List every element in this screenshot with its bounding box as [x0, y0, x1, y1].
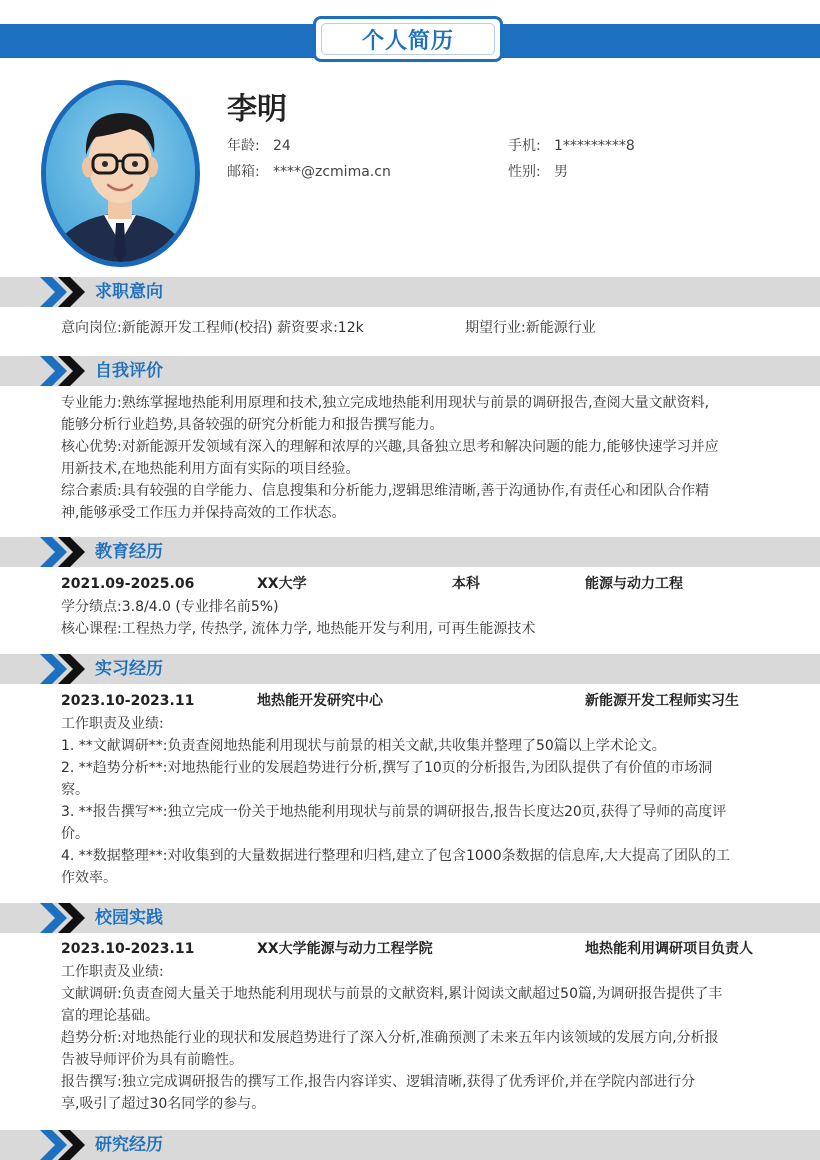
avatar: [41, 80, 200, 267]
text-line: 工作职责及业绩:: [61, 964, 164, 980]
section-title: 实习经历: [95, 659, 163, 679]
text-line: 2. **趋势分析**:对地热能行业的发展趋势进行分析,撰写了10页的分析报告,为团队提供了有价值的市场洞: [61, 760, 713, 776]
section-header-job-intent: [0, 277, 820, 307]
age-label: 年龄:: [227, 138, 260, 154]
text-line: 报告撰写:独立完成调研报告的撰写工作,报告内容详实、逻辑清晰,获得了优秀评价,并在学院内部进行分: [61, 1074, 696, 1090]
section-title: 求职意向: [95, 282, 163, 302]
gender-label: 性别:: [508, 164, 541, 180]
text-line: 1. **文献调研**:负责查阅地热能利用现状与前景的相关文献,共收集并整理了50篇以上学术论文。: [61, 738, 666, 754]
text-line: 享,吸引了超过30名同学的参与。: [61, 1096, 266, 1112]
campus-date: 2023.10-2023.11: [61, 941, 195, 957]
section-title: 教育经历: [95, 542, 163, 562]
text-line: 能够分析行业趋势,具备较强的研究分析能力和报告撰写能力。: [61, 417, 444, 433]
section-header-internship: [0, 654, 820, 684]
chevron-arrow-icon: [40, 903, 92, 933]
email-value: ****@zcmima.cn: [273, 164, 391, 180]
job-industry: 期望行业:新能源行业: [465, 320, 596, 336]
campus-org: XX大学能源与动力工程学院: [257, 941, 433, 957]
chevron-arrow-icon: [40, 356, 92, 386]
text-line: 文献调研:负责查阅大量关于地热能利用现状与前景的文献资料,累计阅读文献超过50篇,为调研报告提供了丰: [61, 986, 723, 1002]
chevron-arrow-icon: [40, 277, 92, 307]
candidate-name: 李明: [227, 92, 287, 127]
text-line: 价。: [61, 826, 89, 842]
email-label: 邮箱:: [227, 164, 260, 180]
text-line: 作效率。: [61, 870, 117, 886]
campus-role: 地热能利用调研项目负责人: [585, 941, 753, 957]
education-date: 2021.09-2025.06: [61, 576, 195, 592]
text-line: 用新技术,在地热能利用方面有实际的项目经验。: [61, 461, 360, 477]
section-header-campus: [0, 903, 820, 933]
internship-role: 新能源开发工程师实习生: [585, 693, 739, 709]
phone-row: [508, 135, 635, 155]
education-major: 能源与动力工程: [585, 576, 683, 592]
chevron-arrow-icon: [40, 654, 92, 684]
education-degree: 本科: [452, 576, 480, 592]
text-line: 核心优势:对新能源开发领域有深入的理解和浓厚的兴趣,具备独立思考和解决问题的能力,能够快速学习并应: [61, 439, 719, 455]
internship-date: 2023.10-2023.11: [61, 693, 195, 709]
self-eval-text: [61, 392, 761, 524]
gender-value: 男: [554, 164, 568, 180]
section-title: 研究经历: [95, 1135, 163, 1155]
avatar-portrait: [46, 85, 195, 262]
age-value: 24: [273, 138, 291, 154]
text-line: 综合素质:具有较强的自学能力、信息搜集和分析能力,逻辑思维清晰,善于沟通协作,有责任心和团队合作精: [61, 483, 710, 499]
text-line: 富的理论基础。: [61, 1008, 159, 1024]
internship-details: [61, 713, 761, 889]
section-header-self-eval: [0, 356, 820, 386]
age-row: [227, 135, 291, 155]
resume-title: 个人简历: [321, 23, 495, 55]
internship-org: 地热能开发研究中心: [257, 693, 383, 709]
text-line: 趋势分析:对地热能行业的现状和发展趋势进行了深入分析,准确预测了未来五年内该领域的发展方向,分析报: [61, 1030, 719, 1046]
campus-details: [61, 961, 761, 1115]
phone-value: 1*********8: [554, 138, 635, 154]
chevron-arrow-icon: [40, 1130, 92, 1160]
job-position: 意向岗位:新能源开发工程师(校招) 薪资要求:12k: [61, 320, 364, 336]
section-title: 校园实践: [95, 908, 163, 928]
text-line: 神,能够承受工作压力并保持高效的工作状态。: [61, 505, 346, 521]
email-row: [227, 161, 391, 181]
text-line: 告被导师评价为具有前瞻性。: [61, 1052, 243, 1068]
education-school: XX大学: [257, 576, 307, 592]
section-header-research: [0, 1130, 820, 1160]
text-line: 专业能力:熟练掌握地热能利用原理和技术,独立完成地热能利用现状与前景的调研报告,查阅大量文献资料,: [61, 395, 710, 411]
section-header-education: [0, 537, 820, 567]
section-title: 自我评价: [95, 361, 163, 381]
chevron-arrow-icon: [40, 537, 92, 567]
text-line: 工作职责及业绩:: [61, 716, 164, 732]
education-details: [61, 596, 761, 640]
text-line: 察。: [61, 782, 89, 798]
text-line: 3. **报告撰写**:独立完成一份关于地热能利用现状与前景的调研报告,报告长度达20页,获得了导师的高度评: [61, 804, 727, 820]
phone-label: 手机:: [508, 138, 541, 154]
text-line: 4. **数据整理**:对收集到的大量数据进行整理和归档,建立了包含1000条数据的信息库,大大提高了团队的工: [61, 848, 731, 864]
resume-title-box: [313, 16, 503, 62]
text-line: 核心课程:工程热力学, 传热学, 流体力学, 地热能开发与利用, 可再生能源技术: [61, 621, 536, 637]
text-line: 学分绩点:3.8/4.0 (专业排名前5%): [61, 599, 279, 615]
gender-row: [508, 161, 568, 181]
